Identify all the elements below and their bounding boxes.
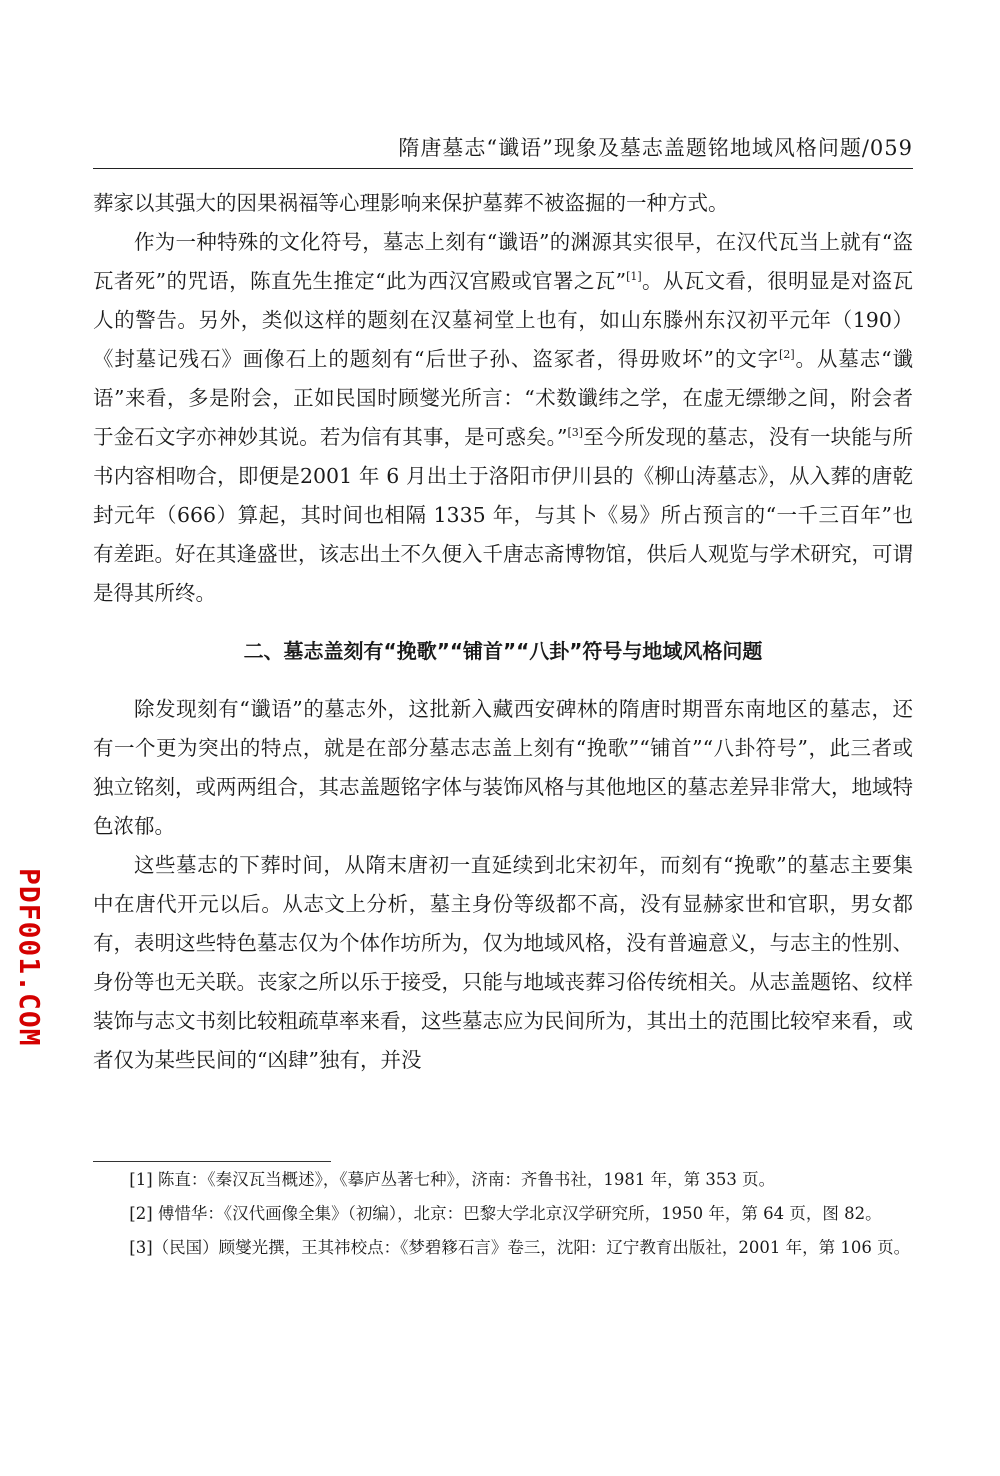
footnote-1: [1] 陈直：《秦汉瓦当概述》，《摹庐丛著七种》，济南：齐鲁书社，1981 年，第 353 页。 <box>129 1170 776 1189</box>
main-body <box>93 184 913 1080</box>
paragraph-4: 这些墓志的下葬时间，从隋末唐初一直延续到北宋初年，而刻有“挽歌”的墓志主要集中在唐代开元以后。从志文上分析，墓主身份等级都不高，没有显赫家世和官职，男女都有，表明这些特色墓志仅为个体作坊所为，仅为地域风格，没有普遍意义，与志主的性别、身份等也无关联。丧家之所以乐于接受，只能与地域丧葬习俗传统相关。从志盖题铭、纹样装饰与志文书刻比较粗疏草率来看，这些墓志应为民间所为，其出土的范围比较窄来看，或者仅为某些民间的“凶肆”独有，并没 <box>93 853 913 1072</box>
section-heading: 二、墓志盖刻有“挽歌”“铺首”“八卦”符号与地域风格问题 <box>243 639 763 663</box>
paragraph-2-part-c: 。从墓志“谶语”来看，多是附会，正如民国时顾燮光所言：“术数谶纬之学，在虚无缥缈之间，附会者于金石文字亦神妙其说。若为信有其事，是可惑矣。” <box>93 347 913 449</box>
footnote-ref-1[interactable]: [1] <box>626 270 642 284</box>
footnote-ref-3[interactable]: [3] <box>567 426 584 440</box>
footnotes <box>93 1163 913 1265</box>
paragraph-2-part-b: 。从瓦文看，很明显是对盗瓦人的警告。另外，类似这样的题刻在汉墓祠堂上也有，如山东滕州东汉初平元年（190）《封墓记残石》画像石上的题刻有“后世子孙、盗冢者，得毋败坏”的文字 <box>93 269 913 371</box>
footnote-3: [3]（民国）顾燮光撰，王其祎校点：《梦碧簃石言》卷三，沈阳：辽宁教育出版社，2001 年，第 106 页。 <box>129 1238 911 1257</box>
paragraph-1: 葬家以其强大的因果祸福等心理影响来保护墓葬不被盗掘的一种方式。 <box>93 191 729 215</box>
paragraph-3: 除发现刻有“谶语”的墓志外，这批新入藏西安碑林的隋唐时期晋东南地区的墓志，还有一个更为突出的特点，就是在部分墓志志盖上刻有“挽歌”“铺首”“八卦符号”，此三者或独立铭刻，或两两组合，其志盖题铭字体与装饰风格与其他地区的墓志差异非常大，地域特色浓郁。 <box>93 697 913 838</box>
running-header <box>93 132 913 169</box>
footnote-ref-2[interactable]: [2] <box>779 348 795 362</box>
footnote-2: [2] 傅惜华：《汉代画像全集》（初编），北京：巴黎大学北京汉学研究所，1950 年，第 64 页，图 82。 <box>129 1204 882 1223</box>
paragraph-2-part-d: 至今所发现的墓志，没有一块能与所书内容相吻合，即便是2001 年 6 月出土于洛阳市伊川县的《柳山涛墓志》，从入葬的唐乾封元年（666）算起，其时间也相隔 1335 年，与其卜《易》所占预言的“一千三百年”也有差距。好在其逢盛世，该志出土不久便入千唐志斋博物馆，供后人观览与学术研究，可谓是得其所终。 <box>93 425 913 605</box>
footnote-divider <box>93 1161 331 1162</box>
paragraph-2 <box>93 223 913 613</box>
running-header-text: 隋唐墓志“谶语”现象及墓志盖题铭地域风格问题/059 <box>398 136 913 160</box>
watermark: PDF001.COM <box>13 868 46 1047</box>
paragraph-2-part-a: 作为一种特殊的文化符号，墓志上刻有“谶语”的渊源其实很早，在汉代瓦当上就有“盗瓦者死”的咒语，陈直先生推定“此为西汉宫殿或官署之瓦” <box>93 230 913 293</box>
